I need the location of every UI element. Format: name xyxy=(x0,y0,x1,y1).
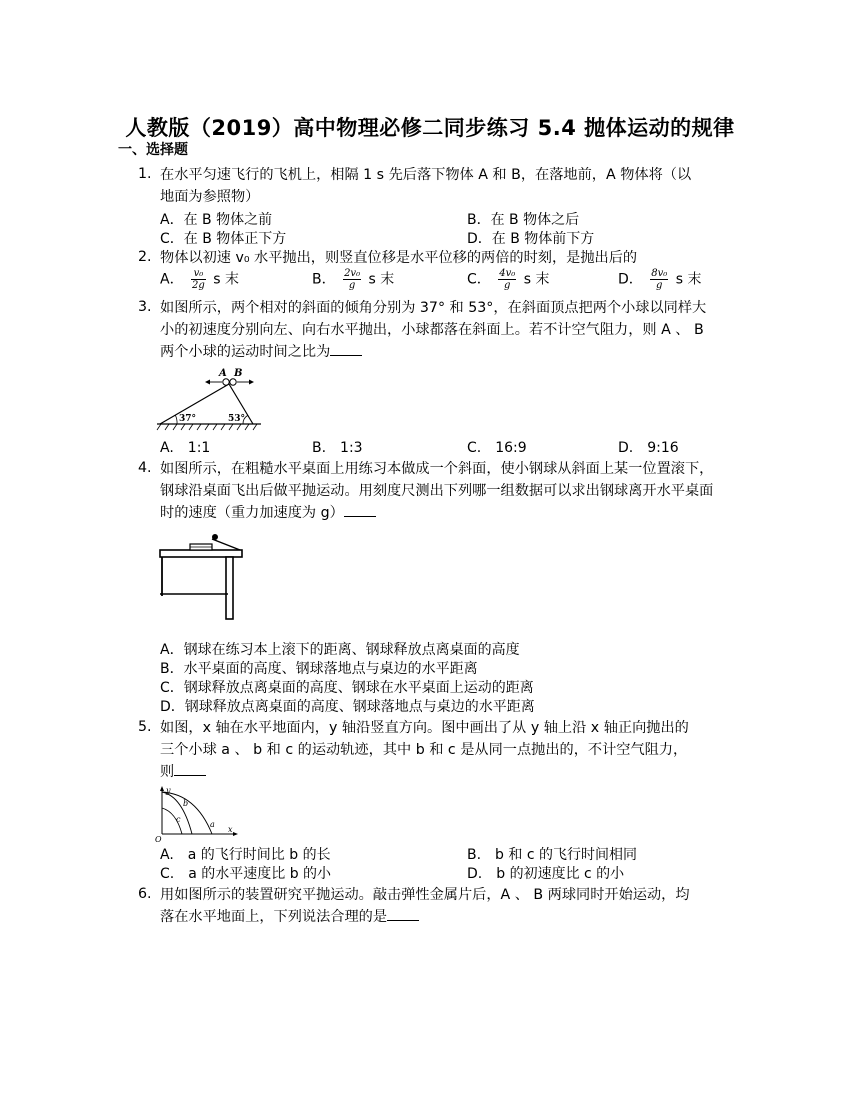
option-label: A． xyxy=(160,271,184,288)
option-a[interactable] xyxy=(160,268,239,291)
y-axis-arrow xyxy=(160,786,164,791)
option-a[interactable]: A．钢球在练习本上滚下的距离、钢球释放点离桌面的高度 xyxy=(160,642,520,658)
answer-blank xyxy=(174,761,206,776)
option-suffix: s 末 xyxy=(213,271,239,288)
x-label: x xyxy=(228,825,233,834)
option-b[interactable]: B．水平桌面的高度、钢球落地点与桌边的水平距离 xyxy=(160,661,478,677)
option-a[interactable]: A. 1:1 xyxy=(160,440,211,456)
question-text: 则 xyxy=(160,764,175,780)
ball-a xyxy=(223,379,229,385)
angle-label-right: 53° xyxy=(228,414,246,424)
x-axis-arrow xyxy=(233,832,238,836)
fraction-numerator: 8v₀ xyxy=(651,268,668,279)
fraction-denominator: g xyxy=(504,280,511,291)
fraction-denominator: g xyxy=(348,280,356,291)
notebook-ramp xyxy=(212,539,240,550)
steel-ball xyxy=(212,534,218,540)
option-suffix: s 末 xyxy=(368,271,395,288)
question-text-line: 钢球沿桌面飞出后做平抛运动。用刻度尺测出下列哪一组数据可以求出钢球离开水平桌面 xyxy=(160,483,714,499)
ground-hatch xyxy=(157,424,257,430)
option-suffix: s 末 xyxy=(675,271,702,288)
fraction xyxy=(343,268,361,291)
label-a: A xyxy=(219,368,227,379)
question-text: 时的速度（重力加速度为 g） xyxy=(160,505,344,521)
question-text-line: 小的初速度分别向左、向右水平抛出，小球都落在斜面上。若不计空气阻力，则 A 、 B xyxy=(160,322,704,338)
question-text-line xyxy=(160,761,740,783)
fraction-numerator: v₀ xyxy=(191,268,206,280)
label-c: c xyxy=(176,815,181,824)
question-number: 1. xyxy=(138,166,152,182)
arrow-left-head xyxy=(205,380,210,385)
option-b[interactable]: B. b 和 c 的飞行时间相同 xyxy=(467,847,637,863)
option-suffix: s 末 xyxy=(523,271,550,288)
option-c[interactable]: C. 16:9 xyxy=(467,440,527,456)
question-text-line xyxy=(160,341,740,363)
ball-b xyxy=(230,379,236,385)
arrow-right-head xyxy=(249,380,254,385)
option-d[interactable]: D. 9:16 xyxy=(618,440,679,456)
question-text-line: 三个小球 a 、 b 和 c 的运动轨迹，其中 b 和 c 是从同一点抛出的，不计空气阻力， xyxy=(160,742,688,758)
fraction xyxy=(191,268,206,291)
option-label: C． xyxy=(467,271,491,288)
fraction xyxy=(498,268,516,291)
answer-blank xyxy=(330,341,362,356)
question-text-line: 物体以初速 v₀ 水平抛出，则竖直位移是水平位移的两倍的时刻，是抛出后的 xyxy=(160,250,638,266)
option-c[interactable]: C. a 的水平速度比 b 的小 xyxy=(160,866,332,882)
trajectory-figure xyxy=(152,782,242,842)
question-number: 2. xyxy=(138,249,152,265)
answer-blank xyxy=(387,906,419,921)
label-b: B xyxy=(234,368,243,379)
option-b[interactable]: B. 1:3 xyxy=(312,440,363,456)
question-text: 落在水平地面上，下列说法合理的是 xyxy=(160,909,388,925)
fraction-denominator: g xyxy=(656,280,663,291)
option-label: D． xyxy=(618,271,643,288)
option-a[interactable]: A. a 的飞行时间比 b 的长 xyxy=(160,847,331,863)
question-text-line: 如图，x 轴在水平地面内，y 轴沿竖直方向。图中画出了从 y 轴上沿 x 轴正向抛出的 xyxy=(160,720,689,736)
option-b[interactable]: B．在 B 物体之后 xyxy=(467,212,580,228)
angle-arc-left xyxy=(176,416,178,425)
question-text-line: 地面为参照物） xyxy=(160,189,260,205)
page-title: 人教版（2019）高中物理必修二同步练习 5.4 抛体运动的规律 xyxy=(125,116,735,140)
origin-label: O xyxy=(155,835,162,842)
question-number: 4. xyxy=(138,460,152,476)
slopes-figure xyxy=(155,364,265,436)
option-c[interactable]: C．钢球释放点离桌面的高度、钢球在水平桌面上运动的距离 xyxy=(160,680,534,696)
option-b[interactable] xyxy=(312,268,394,291)
option-d[interactable]: D．在 B 物体前下方 xyxy=(467,231,595,247)
question-text-line: 用如图所示的装置研究平抛运动。敲击弹性金属片后，A 、 B 两球同时开始运动，均 xyxy=(160,887,690,903)
table-leg-right xyxy=(226,557,233,619)
table-top xyxy=(160,550,242,557)
option-d[interactable] xyxy=(618,268,701,291)
fraction xyxy=(650,268,668,291)
fraction-numerator: 2v₀ xyxy=(344,268,361,279)
option-d[interactable]: D．钢球释放点离桌面的高度、钢球落地点与桌边的水平距离 xyxy=(160,699,535,715)
y-label: y xyxy=(166,786,171,795)
question-number: 5. xyxy=(138,719,152,735)
angle-label-left: 37° xyxy=(179,414,197,424)
section-heading: 一、选择题 xyxy=(118,142,188,158)
option-c[interactable]: C．在 B 物体正下方 xyxy=(160,231,287,247)
fraction-denominator: 2g xyxy=(192,280,205,291)
option-a[interactable]: A．在 B 物体之前 xyxy=(160,212,273,228)
question-number: 6. xyxy=(138,886,152,902)
question-number: 3. xyxy=(138,299,152,315)
question-text-line: 在水平匀速飞行的飞机上，相隔 1 s 先后落下物体 A 和 B，在落地前，A 物体将（以 xyxy=(160,167,692,183)
question-text: 两个小球的运动时间之比为 xyxy=(160,344,331,360)
fraction-numerator: 4v₀ xyxy=(499,268,516,279)
label-a: a xyxy=(210,820,215,829)
table-figure xyxy=(156,530,246,626)
option-c[interactable] xyxy=(467,268,549,291)
option-label: B． xyxy=(312,271,336,288)
question-text-line: 如图所示，在粗糙水平桌面上用练习本做成一个斜面，使小钢球从斜面上某一位置滚下， xyxy=(160,461,714,477)
answer-blank xyxy=(344,502,376,517)
option-d[interactable]: D. b 的初速度比 c 的小 xyxy=(467,866,625,882)
question-text-line xyxy=(160,502,740,524)
label-b: b xyxy=(183,799,189,808)
question-text-line xyxy=(160,906,740,928)
question-text-line: 如图所示，两个相对的斜面的倾角分别为 37° 和 53°，在斜面顶点把两个小球以同样大 xyxy=(160,300,707,316)
